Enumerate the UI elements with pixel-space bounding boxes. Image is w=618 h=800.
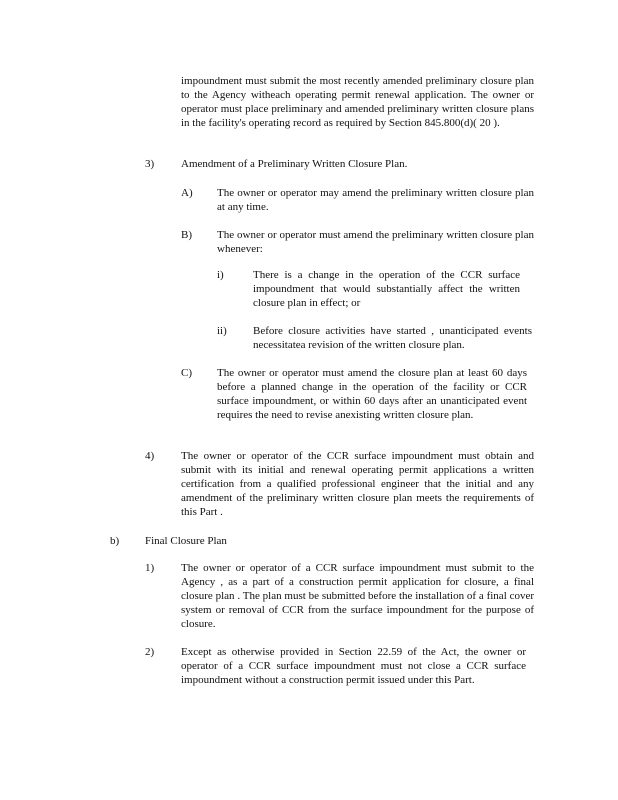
item-3c-text: The owner or operator must amend the closure plan at least 60 days before a planned change in the operation of the facility or CCR surface impoundment, or within 60 days after an unanticipated event requires the need to revise anexisting written closure plan. xyxy=(217,367,527,421)
item-3b-label: B) xyxy=(181,229,192,241)
item-3b-ii-text: Before closure activities have started , unanticipated events necessitatea revision of the written closure plan. xyxy=(253,325,532,351)
section-b-label: b) xyxy=(110,535,120,547)
intro-paragraph: impoundment must submit the most recently amended preliminary closure plan to the Agency witheach operating permit renewal application. The owner or operator must place preliminary and amended preliminary written closure plans in the facility's operating record as required by Section 845.800(d)( 20 ). xyxy=(181,75,534,129)
item-3a-text: The owner or operator may amend the preliminary written closure plan at any time. xyxy=(217,187,534,213)
section-b-item-2-label: 2) xyxy=(145,646,155,658)
section-b-item-2-text: Except as otherwise provided in Section 22.59 of the Act, the owner or operator of a CCR surface impoundment must not close a CCR surface impoundment without a construction permit issued under this Part. xyxy=(181,646,526,686)
section-b-heading: Final Closure Plan xyxy=(145,535,227,547)
item-3b-i-text: There is a change in the operation of the CCR surface impoundment that would substantially affect the written closure plan in effect; or xyxy=(253,269,520,309)
item-3b-text: The owner or operator must amend the preliminary written closure plan whenever: xyxy=(217,229,534,255)
section-b-item-1-label: 1) xyxy=(145,562,155,574)
item-3-heading: Amendment of a Preliminary Written Closure Plan. xyxy=(181,158,408,170)
item-3-label: 3) xyxy=(145,158,155,170)
item-4-label: 4) xyxy=(145,450,155,462)
item-4-text: The owner or operator of the CCR surface impoundment must obtain and submit with its initial and renewal operating permit applications a written certification from a qualified professional engineer that the initial and any amendment of the preliminary written closure plan meets the requirements of this Part . xyxy=(181,450,534,518)
item-3b-i-label: i) xyxy=(217,269,224,281)
item-3b-ii-label: ii) xyxy=(217,325,227,337)
item-3a-label: A) xyxy=(181,187,193,199)
section-b-item-1-text: The owner or operator of a CCR surface impoundment must submit to the Agency , as a part of a construction permit application for closure, a final closure plan . The plan must be submitted before the installation of a final cover system or removal of CCR from the surface impoundment for the purpose of closure. xyxy=(181,562,534,630)
item-3c-label: C) xyxy=(181,367,192,379)
